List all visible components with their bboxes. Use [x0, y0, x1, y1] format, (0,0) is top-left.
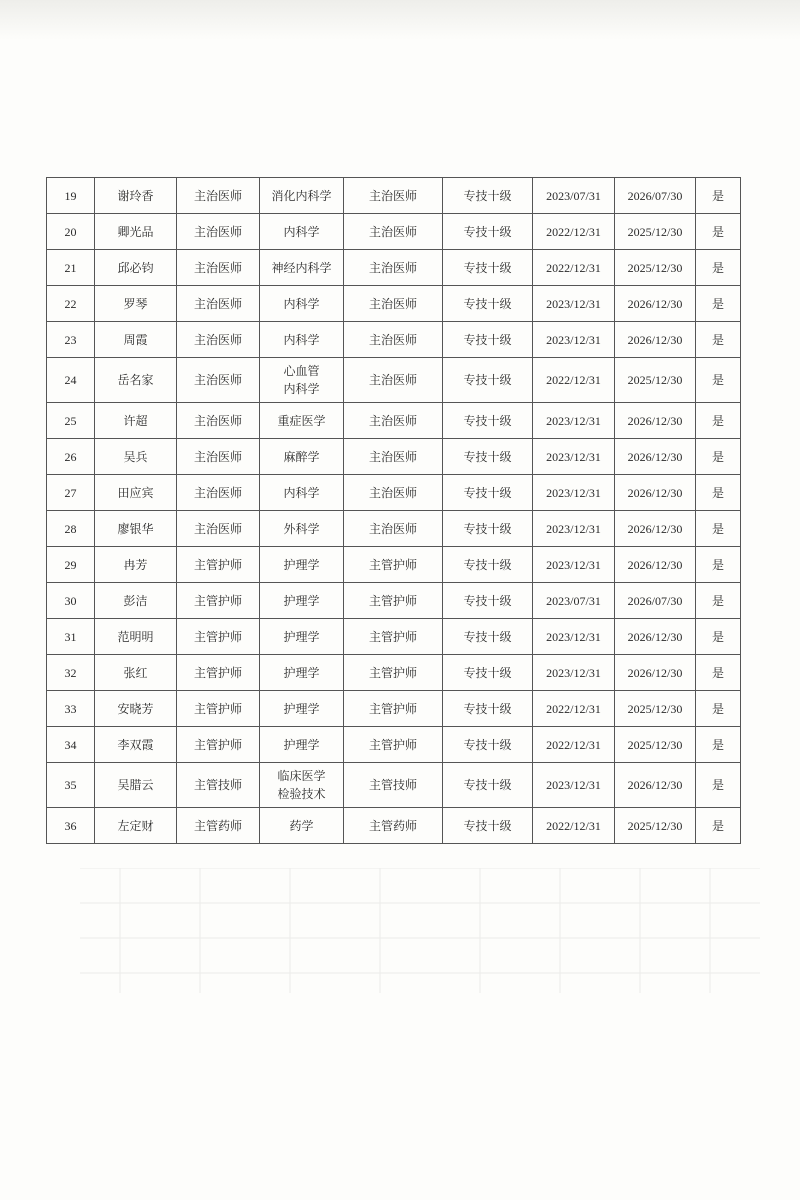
cell-number: 30	[47, 583, 95, 619]
cell-number: 31	[47, 619, 95, 655]
cell-end-date: 2025/12/30	[615, 358, 696, 403]
cell-position: 主管护师	[344, 547, 443, 583]
cell-flag: 是	[696, 322, 741, 358]
cell-name: 岳名家	[95, 358, 177, 403]
cell-end-date: 2025/12/30	[615, 808, 696, 844]
cell-end-date: 2026/12/30	[615, 511, 696, 547]
cell-title: 主管护师	[177, 547, 260, 583]
cell-start-date: 2022/12/31	[533, 358, 615, 403]
major-line: 护理学	[283, 737, 320, 752]
cell-major	[260, 691, 344, 727]
cell-name: 吴兵	[95, 439, 177, 475]
major-line: 药学	[289, 818, 314, 833]
major-line: 护理学	[283, 701, 320, 716]
major-line: 内科学	[283, 296, 320, 311]
cell-start-date: 2023/12/31	[533, 763, 615, 808]
cell-name: 罗琴	[95, 286, 177, 322]
major-line: 护理学	[283, 665, 320, 680]
cell-flag: 是	[696, 727, 741, 763]
cell-position: 主管护师	[344, 583, 443, 619]
cell-end-date: 2026/12/30	[615, 655, 696, 691]
cell-major	[260, 439, 344, 475]
cell-flag: 是	[696, 619, 741, 655]
cell-grade: 专技十级	[443, 475, 533, 511]
cell-flag: 是	[696, 475, 741, 511]
major-line: 内科学	[283, 485, 320, 500]
cell-start-date: 2023/07/31	[533, 178, 615, 214]
major-line: 护理学	[283, 557, 320, 572]
table-row	[47, 286, 741, 322]
cell-number: 20	[47, 214, 95, 250]
cell-grade: 专技十级	[443, 214, 533, 250]
cell-end-date: 2026/12/30	[615, 763, 696, 808]
cell-grade: 专技十级	[443, 403, 533, 439]
cell-major	[260, 403, 344, 439]
major-line: 临床医学	[277, 769, 326, 783]
major-line: 神经内科学	[271, 260, 332, 275]
cell-position: 主管药师	[344, 808, 443, 844]
cell-major	[260, 358, 344, 403]
cell-start-date: 2022/12/31	[533, 214, 615, 250]
cell-position: 主治医师	[344, 439, 443, 475]
cell-grade: 专技十级	[443, 808, 533, 844]
cell-grade: 专技十级	[443, 178, 533, 214]
cell-name: 邱必钧	[95, 250, 177, 286]
table-row	[47, 475, 741, 511]
cell-name: 范明明	[95, 619, 177, 655]
major-line: 内科学	[283, 332, 320, 347]
cell-grade: 专技十级	[443, 583, 533, 619]
cell-major	[260, 655, 344, 691]
cell-grade: 专技十级	[443, 286, 533, 322]
cell-grade: 专技十级	[443, 619, 533, 655]
cell-number: 25	[47, 403, 95, 439]
cell-start-date: 2023/12/31	[533, 286, 615, 322]
cell-position: 主治医师	[344, 358, 443, 403]
cell-start-date: 2022/12/31	[533, 691, 615, 727]
cell-number: 19	[47, 178, 95, 214]
cell-title: 主管护师	[177, 691, 260, 727]
major-line: 护理学	[283, 593, 320, 608]
cell-number: 26	[47, 439, 95, 475]
cell-flag: 是	[696, 763, 741, 808]
cell-number: 36	[47, 808, 95, 844]
cell-flag: 是	[696, 214, 741, 250]
cell-number: 27	[47, 475, 95, 511]
cell-flag: 是	[696, 583, 741, 619]
table-row	[47, 808, 741, 844]
cell-name: 李双霞	[95, 727, 177, 763]
cell-name: 周霞	[95, 322, 177, 358]
cell-start-date: 2023/12/31	[533, 547, 615, 583]
cell-grade: 专技十级	[443, 763, 533, 808]
cell-grade: 专技十级	[443, 655, 533, 691]
cell-position: 主治医师	[344, 322, 443, 358]
cell-end-date: 2026/12/30	[615, 439, 696, 475]
cell-major	[260, 178, 344, 214]
cell-start-date: 2022/12/31	[533, 808, 615, 844]
cell-title: 主治医师	[177, 250, 260, 286]
major-line: 消化内科学	[271, 188, 332, 203]
cell-grade: 专技十级	[443, 439, 533, 475]
cell-major	[260, 475, 344, 511]
cell-end-date: 2026/12/30	[615, 286, 696, 322]
table-row	[47, 655, 741, 691]
cell-title: 主管护师	[177, 583, 260, 619]
cell-flag: 是	[696, 655, 741, 691]
cell-name: 彭洁	[95, 583, 177, 619]
table-row	[47, 439, 741, 475]
cell-major	[260, 727, 344, 763]
table-row	[47, 322, 741, 358]
cell-position: 主治医师	[344, 250, 443, 286]
cell-end-date: 2025/12/30	[615, 691, 696, 727]
cell-title: 主管护师	[177, 727, 260, 763]
cell-major	[260, 250, 344, 286]
cell-end-date: 2025/12/30	[615, 727, 696, 763]
cell-name: 张红	[95, 655, 177, 691]
cell-grade: 专技十级	[443, 250, 533, 286]
cell-title: 主治医师	[177, 214, 260, 250]
cell-major	[260, 547, 344, 583]
staff-table	[46, 177, 741, 844]
cell-position: 主治医师	[344, 511, 443, 547]
table-row	[47, 403, 741, 439]
cell-grade: 专技十级	[443, 691, 533, 727]
cell-grade: 专技十级	[443, 322, 533, 358]
cell-number: 29	[47, 547, 95, 583]
cell-position: 主治医师	[344, 475, 443, 511]
cell-end-date: 2025/12/30	[615, 214, 696, 250]
cell-name: 吴腊云	[95, 763, 177, 808]
cell-flag: 是	[696, 178, 741, 214]
cell-flag: 是	[696, 250, 741, 286]
table-row	[47, 619, 741, 655]
cell-start-date: 2023/12/31	[533, 475, 615, 511]
cell-start-date: 2023/12/31	[533, 619, 615, 655]
cell-flag: 是	[696, 439, 741, 475]
cell-end-date: 2025/12/30	[615, 250, 696, 286]
cell-grade: 专技十级	[443, 358, 533, 403]
cell-flag: 是	[696, 691, 741, 727]
bleed-through-table	[80, 868, 760, 998]
major-line: 内科学	[283, 224, 320, 239]
cell-start-date: 2023/12/31	[533, 439, 615, 475]
cell-major	[260, 214, 344, 250]
cell-number: 22	[47, 286, 95, 322]
cell-end-date: 2026/12/30	[615, 547, 696, 583]
cell-major	[260, 619, 344, 655]
cell-flag: 是	[696, 808, 741, 844]
cell-major	[260, 286, 344, 322]
major-line: 心血管	[283, 364, 320, 378]
cell-number: 28	[47, 511, 95, 547]
table-row	[47, 547, 741, 583]
major-line: 护理学	[283, 629, 320, 644]
cell-number: 32	[47, 655, 95, 691]
cell-start-date: 2022/12/31	[533, 727, 615, 763]
cell-position: 主管技师	[344, 763, 443, 808]
cell-title: 主治医师	[177, 511, 260, 547]
cell-major	[260, 763, 344, 808]
cell-title: 主治医师	[177, 403, 260, 439]
table-row	[47, 178, 741, 214]
cell-start-date: 2023/12/31	[533, 655, 615, 691]
cell-end-date: 2026/07/30	[615, 178, 696, 214]
cell-start-date: 2023/12/31	[533, 511, 615, 547]
table-row	[47, 763, 741, 808]
cell-major	[260, 583, 344, 619]
cell-title: 主治医师	[177, 358, 260, 403]
cell-end-date: 2026/12/30	[615, 475, 696, 511]
cell-position: 主治医师	[344, 403, 443, 439]
cell-name: 许超	[95, 403, 177, 439]
table-row	[47, 214, 741, 250]
table-body	[47, 178, 741, 844]
cell-title: 主治医师	[177, 286, 260, 322]
table-row	[47, 727, 741, 763]
cell-flag: 是	[696, 511, 741, 547]
cell-grade: 专技十级	[443, 511, 533, 547]
cell-title: 主治医师	[177, 475, 260, 511]
cell-title: 主管技师	[177, 763, 260, 808]
cell-start-date: 2023/07/31	[533, 583, 615, 619]
cell-flag: 是	[696, 358, 741, 403]
cell-position: 主管护师	[344, 619, 443, 655]
cell-number: 23	[47, 322, 95, 358]
cell-end-date: 2026/12/30	[615, 322, 696, 358]
cell-number: 35	[47, 763, 95, 808]
cell-position: 主治医师	[344, 178, 443, 214]
cell-title: 主治医师	[177, 439, 260, 475]
cell-flag: 是	[696, 403, 741, 439]
major-line: 外科学	[283, 521, 320, 536]
scan-edge-shade	[0, 0, 800, 40]
cell-title: 主治医师	[177, 322, 260, 358]
cell-major	[260, 322, 344, 358]
cell-start-date: 2022/12/31	[533, 250, 615, 286]
cell-end-date: 2026/12/30	[615, 403, 696, 439]
cell-number: 21	[47, 250, 95, 286]
cell-flag: 是	[696, 547, 741, 583]
major-line: 麻醉学	[283, 449, 320, 464]
cell-title: 主管护师	[177, 655, 260, 691]
cell-end-date: 2026/07/30	[615, 583, 696, 619]
cell-position: 主管护师	[344, 691, 443, 727]
cell-number: 24	[47, 358, 95, 403]
cell-title: 主治医师	[177, 178, 260, 214]
cell-title: 主管药师	[177, 808, 260, 844]
cell-major	[260, 511, 344, 547]
cell-name: 田应宾	[95, 475, 177, 511]
cell-position: 主治医师	[344, 214, 443, 250]
cell-name: 廖银华	[95, 511, 177, 547]
cell-grade: 专技十级	[443, 547, 533, 583]
cell-number: 34	[47, 727, 95, 763]
cell-grade: 专技十级	[443, 727, 533, 763]
cell-number: 33	[47, 691, 95, 727]
cell-position: 主治医师	[344, 286, 443, 322]
major-line: 检验技术	[277, 787, 326, 801]
cell-end-date: 2026/12/30	[615, 619, 696, 655]
table-row	[47, 511, 741, 547]
cell-name: 谢玲香	[95, 178, 177, 214]
table-row	[47, 358, 741, 403]
cell-position: 主管护师	[344, 655, 443, 691]
major-line: 重症医学	[277, 413, 326, 428]
table-row	[47, 250, 741, 286]
cell-name: 安晓芳	[95, 691, 177, 727]
cell-position: 主管护师	[344, 727, 443, 763]
cell-start-date: 2023/12/31	[533, 322, 615, 358]
cell-title: 主管护师	[177, 619, 260, 655]
cell-name: 卿光品	[95, 214, 177, 250]
cell-start-date: 2023/12/31	[533, 403, 615, 439]
cell-flag: 是	[696, 286, 741, 322]
major-line: 内科学	[283, 382, 320, 396]
table-row	[47, 583, 741, 619]
table-row	[47, 691, 741, 727]
cell-name: 冉芳	[95, 547, 177, 583]
cell-major	[260, 808, 344, 844]
cell-name: 左定财	[95, 808, 177, 844]
